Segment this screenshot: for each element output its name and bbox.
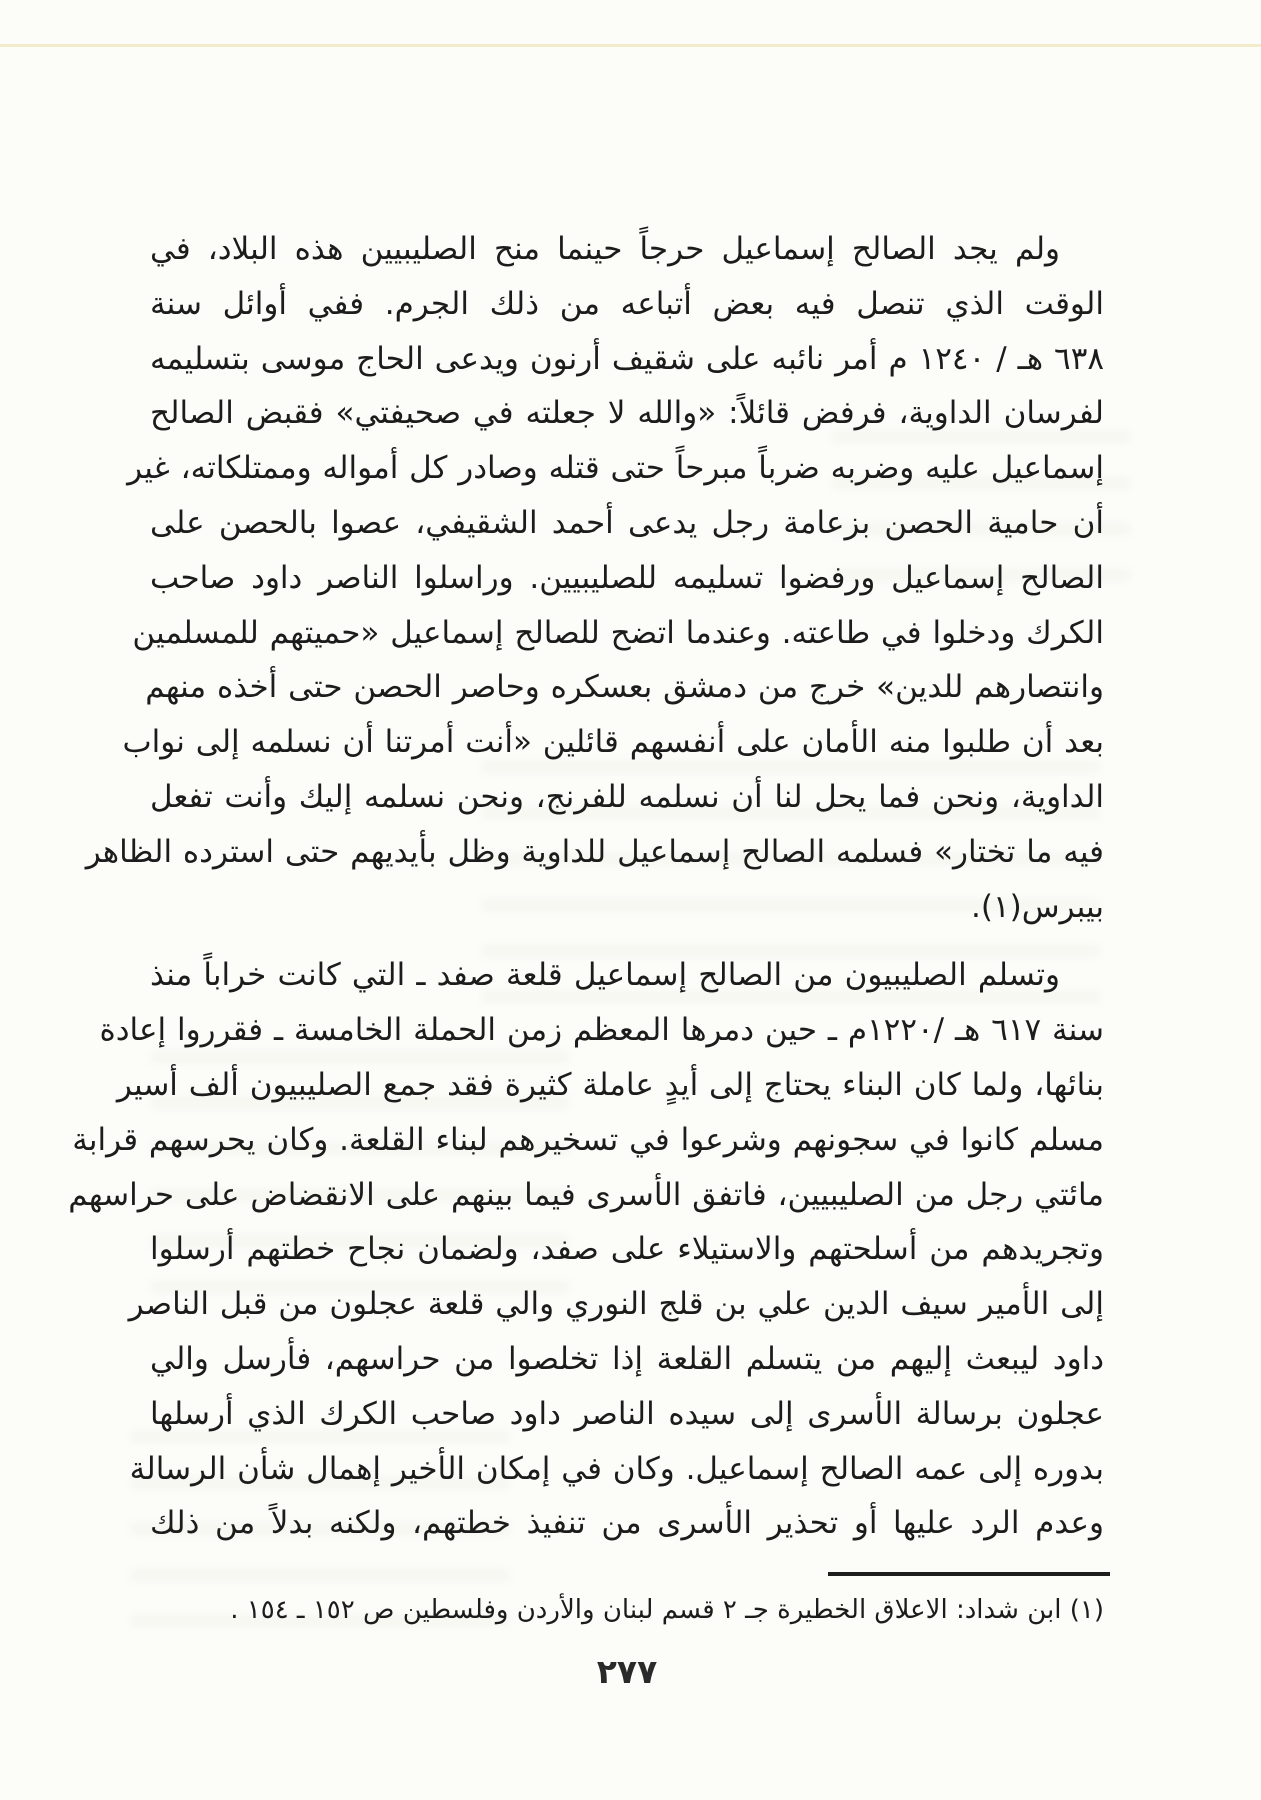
footnote-separator [828,1572,1110,1576]
text-line: داود ليبعث إليهم من يتسلم القلعة إذا تخلصوا من حراسهم، فأرسل والي [150,1340,1104,1377]
text-line: وانتصارهم للدين» خرج من دمشق بعسكره وحاصر الحصن حتى أخذه منهم [145,669,1104,706]
text-line: فيه ما تختار» فسلمه الصالح إسماعيل للداوية وظل بأيديهم حتى استرده الظاهر [85,833,1104,870]
text-line: وتجريدهم من أسلحتهم والاستيلاء على صفد، ولضمان نجاح خطتهم أرسلوا [150,1231,1104,1268]
text-line: أن حامية الحصن بزعامة رجل يدعى أحمد الشقيفي، عصوا بالحصن على [150,504,1104,541]
text-line: سنة ٦١٧ هـ /١٢٢٠م ـ حين دمرها المعظم زمن الحملة الخامسة ـ فقرروا إعادة [99,1012,1104,1049]
text-line: ولم يجد الصالح إسماعيل حرجاً حينما منح الصليبيين هذه البلاد، في [150,231,1060,267]
page-text-block [68,222,1104,1551]
footnote: (١) ابن شداد: الاعلاق الخطيرة جـ ٢ قسم لبنان والأردن وفلسطين ص ١٥٢ ـ ١٥٤ . [230,1595,1104,1625]
text-line: بعد أن طلبوا منه الأمان على أنفسهم قائلين «أنت أمرتنا أن نسلمه إلى نواب [122,724,1104,761]
text-line: وتسلم الصليبيون من الصالح إسماعيل قلعة صفد ـ التي كانت خراباً منذ [150,957,1060,994]
text-line: مائتي رجل من الصليبيين، فاتفق الأسرى فيما بينهم على الانقضاض على حراسهم [68,1176,1104,1213]
text-line: الصالح إسماعيل ورفضوا تسليمه للصليبيين. وراسلوا الناصر داود صاحب [150,559,1104,596]
text-line: الداوية، ونحن فما يحل لنا أن نسلمه للفرنج، ونحن نسلمه إليك وأنت تفعل [150,778,1104,815]
scan-artifact-line [0,44,1261,47]
text-line: لفرسان الداوية، فرفض قائلاً: «والله لا جعلته في صحيفتي» فقبض الصالح [150,395,1104,432]
text-line: الوقت الذي تنصل فيه بعض أتباعه من ذلك الجرم. ففي أوائل سنة [150,285,1104,322]
text-line: الكرك ودخلوا في طاعته. وعندما اتضح للصالح إسماعيل «حميتهم للمسلمين [132,614,1104,651]
text-line: إلى الأمير سيف الدين علي بن قلج النوري والي قلعة عجلون من قبل الناصر [128,1286,1104,1323]
text-line: عجلون برسالة الأسرى إلى سيده الناصر داود صاحب الكرك الذي أرسلها [150,1395,1104,1432]
page-number: ٢٧٧ [596,1652,658,1691]
paragraph-2 [68,948,1104,1551]
text-line: وعدم الرد عليها أو تحذير الأسرى من تنفيذ خطتهم، ولكنه بدلاً من ذلك [150,1505,1104,1542]
text-line: مسلم كانوا في سجونهم وشرعوا في تسخيرهم لبناء القلعة. وكان يحرسهم قرابة [72,1121,1104,1158]
text-line: بنائها، ولما كان البناء يحتاج إلى أيدٍ عاملة كثيرة فقد جمع الصليبيون ألف أسير [116,1066,1104,1103]
text-line: ٦٣٨ هـ / ١٢٤٠ م أمر نائبه على شقيف أرنون ويدعى الحاج موسى بتسليمه [150,340,1104,377]
paragraph-1 [85,222,1104,934]
text-line: بيبرس(١). [971,888,1104,925]
text-line: إسماعيل عليه وضربه ضرباً مبرحاً حتى قتله وصادر كل أمواله وممتلكاته، غير [127,450,1104,487]
text-line: بدوره إلى عمه الصالح إسماعيل. وكان في إمكان الأخير إهمال شأن الرسالة [129,1450,1104,1487]
